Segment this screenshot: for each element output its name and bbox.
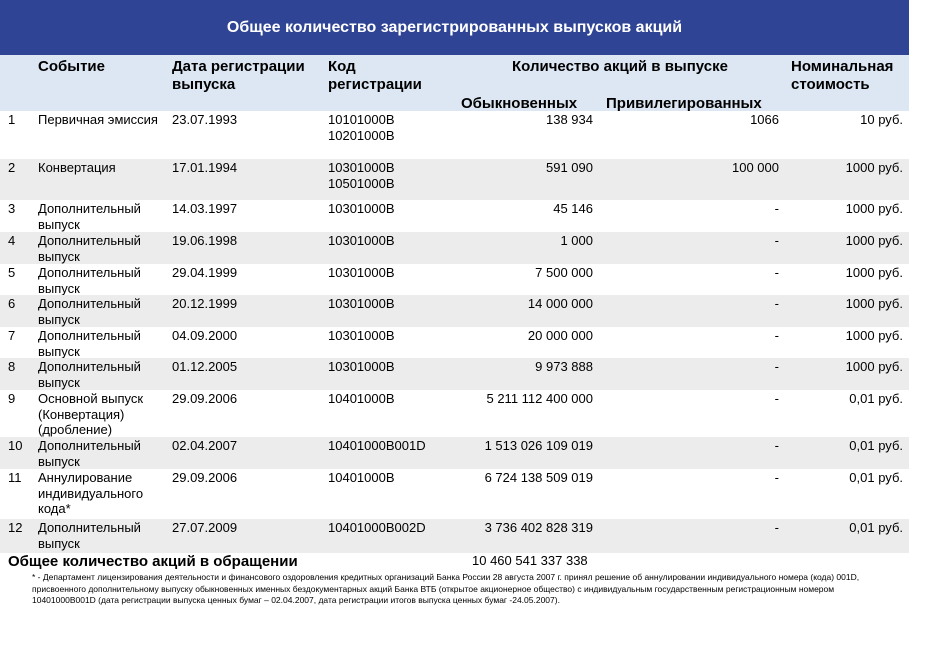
row-nominal: 0,01 руб. bbox=[849, 520, 903, 535]
row-nominal: 1000 руб. bbox=[845, 201, 903, 216]
header-date: Дата регистрации выпуска bbox=[172, 58, 305, 93]
table-row bbox=[0, 390, 909, 437]
row-date: 27.07.2009 bbox=[172, 520, 238, 535]
row-event: Дополнительный выпуск bbox=[38, 438, 141, 469]
header-code: Код регистрации bbox=[328, 58, 422, 93]
row-preferred: 1066 bbox=[750, 112, 779, 127]
row-code: 10101000B 10201000B bbox=[328, 112, 395, 143]
table-row bbox=[0, 327, 909, 358]
table-row bbox=[0, 200, 909, 232]
row-nominal: 1000 руб. bbox=[845, 160, 903, 175]
row-event: Дополнительный выпуск bbox=[38, 201, 141, 232]
row-number: 6 bbox=[8, 296, 16, 311]
row-ordinary: 14 000 000 bbox=[527, 296, 593, 311]
row-date: 20.12.1999 bbox=[172, 296, 238, 311]
row-date: 01.12.2005 bbox=[172, 359, 238, 374]
row-event: Основной выпуск (Конвертация) (дробление) bbox=[38, 391, 144, 437]
total-label: Общее количество акций в обращении bbox=[8, 553, 298, 570]
header-count: Количество акций в выпуске bbox=[512, 58, 728, 75]
row-preferred: - bbox=[774, 438, 779, 453]
row-ordinary: 1 000 bbox=[560, 233, 593, 248]
row-date: 29.09.2006 bbox=[172, 470, 238, 485]
row-preferred: - bbox=[774, 470, 779, 485]
row-nominal: 1000 руб. bbox=[845, 233, 903, 248]
row-code: 10301000B 10501000B bbox=[328, 160, 395, 191]
row-number: 3 bbox=[8, 201, 16, 216]
table-row bbox=[0, 437, 909, 469]
row-preferred: - bbox=[774, 359, 779, 374]
row-preferred: - bbox=[774, 391, 779, 406]
row-date: 14.03.1997 bbox=[172, 201, 238, 216]
row-number: 12 bbox=[8, 520, 23, 535]
row-ordinary: 3 736 402 828 319 bbox=[484, 520, 593, 535]
row-number: 10 bbox=[8, 438, 23, 453]
row-number: 1 bbox=[8, 112, 16, 127]
row-number: 7 bbox=[8, 328, 16, 343]
row-nominal: 1000 руб. bbox=[845, 359, 903, 374]
row-event: Дополнительный выпуск bbox=[38, 359, 141, 390]
row-date: 23.07.1993 bbox=[172, 112, 238, 127]
row-code: 10301000B bbox=[328, 328, 395, 343]
total-value: 10 460 541 337 338 bbox=[472, 553, 588, 568]
row-event: Дополнительный выпуск bbox=[38, 265, 141, 296]
row-event: Дополнительный выпуск bbox=[38, 296, 141, 327]
row-preferred: - bbox=[774, 201, 779, 216]
row-ordinary: 138 934 bbox=[546, 112, 593, 127]
header-nominal: Номинальная стоимость bbox=[791, 58, 894, 93]
row-code: 10401000B002D bbox=[328, 520, 426, 535]
row-code: 10301000B bbox=[328, 233, 395, 248]
row-number: 9 bbox=[8, 391, 16, 406]
row-nominal: 10 руб. bbox=[860, 112, 903, 127]
table-row bbox=[0, 519, 909, 553]
row-date: 17.01.1994 bbox=[172, 160, 238, 175]
row-preferred: 100 000 bbox=[732, 160, 779, 175]
table-row bbox=[0, 295, 909, 327]
table-header bbox=[0, 55, 909, 111]
row-ordinary: 6 724 138 509 019 bbox=[484, 470, 593, 485]
row-date: 29.04.1999 bbox=[172, 265, 238, 280]
row-code: 10401000B001D bbox=[328, 438, 426, 453]
footnote: * - Департамент лицензирования деятельности и финансового оздоровления кредитных организаций Банка России 28 августа 2007 г. принял решение об аннулировании индивидуального номера (кода) 001D, присвоенного дополнительному выпуску обыкновенных именных бездокументарных акций Банка ВТБ (открытое акционерное общество) с индивидуальным государственным регистрационным номером 10401000B001D (дата регистрации выпуска ценных бумаг – 02.04.2007, дата регистрации итогов выпуска ценных бумаг -24.05.2007). bbox=[32, 572, 860, 606]
table-row bbox=[0, 111, 909, 159]
header-ordinary: Обыкновенных bbox=[461, 95, 578, 112]
row-code: 10301000B bbox=[328, 201, 395, 216]
row-event: Аннулирование индивидуального кода* bbox=[38, 470, 144, 516]
table-row bbox=[0, 232, 909, 264]
row-ordinary: 20 000 000 bbox=[527, 328, 593, 343]
row-event: Дополнительный выпуск bbox=[38, 520, 141, 551]
row-preferred: - bbox=[774, 520, 779, 535]
row-nominal: 0,01 руб. bbox=[849, 391, 903, 406]
row-ordinary: 1 513 026 109 019 bbox=[484, 438, 593, 453]
row-ordinary: 591 090 bbox=[546, 160, 593, 175]
row-preferred: - bbox=[774, 328, 779, 343]
row-date: 04.09.2000 bbox=[172, 328, 238, 343]
row-preferred: - bbox=[774, 296, 779, 311]
row-nominal: 1000 руб. bbox=[845, 296, 903, 311]
row-number: 5 bbox=[8, 265, 16, 280]
row-code: 10301000B bbox=[328, 296, 395, 311]
row-ordinary: 9 973 888 bbox=[535, 359, 593, 374]
row-number: 2 bbox=[8, 160, 16, 175]
row-code: 10401000B bbox=[328, 391, 395, 406]
row-code: 10401000B bbox=[328, 470, 395, 485]
row-code: 10301000B bbox=[328, 359, 395, 374]
header-preferred: Привилегированных bbox=[606, 95, 762, 112]
row-preferred: - bbox=[774, 233, 779, 248]
row-event: Первичная эмиссия bbox=[38, 112, 158, 127]
row-date: 29.09.2006 bbox=[172, 391, 238, 406]
row-number: 11 bbox=[8, 470, 22, 485]
row-nominal: 0,01 руб. bbox=[849, 438, 903, 453]
row-number: 8 bbox=[8, 359, 16, 374]
row-date: 02.04.2007 bbox=[172, 438, 238, 453]
row-code: 10301000B bbox=[328, 265, 395, 280]
table-row bbox=[0, 159, 909, 200]
row-event: Дополнительный выпуск bbox=[38, 233, 141, 264]
row-event: Конвертация bbox=[38, 160, 116, 175]
table-row bbox=[0, 264, 909, 295]
row-number: 4 bbox=[8, 233, 16, 248]
table-row bbox=[0, 358, 909, 390]
row-ordinary: 7 500 000 bbox=[535, 265, 593, 280]
table-title: Общее количество зарегистрированных выпусков акций bbox=[0, 0, 909, 55]
table-row bbox=[0, 469, 909, 519]
row-preferred: - bbox=[774, 265, 779, 280]
row-date: 19.06.1998 bbox=[172, 233, 238, 248]
row-nominal: 1000 руб. bbox=[845, 328, 903, 343]
row-nominal: 0,01 руб. bbox=[849, 470, 903, 485]
row-ordinary: 5 211 112 400 000 bbox=[486, 391, 593, 406]
header-event: Событие bbox=[38, 58, 105, 75]
row-nominal: 1000 руб. bbox=[845, 265, 903, 280]
row-event: Дополнительный выпуск bbox=[38, 328, 141, 359]
row-ordinary: 45 146 bbox=[553, 201, 593, 216]
